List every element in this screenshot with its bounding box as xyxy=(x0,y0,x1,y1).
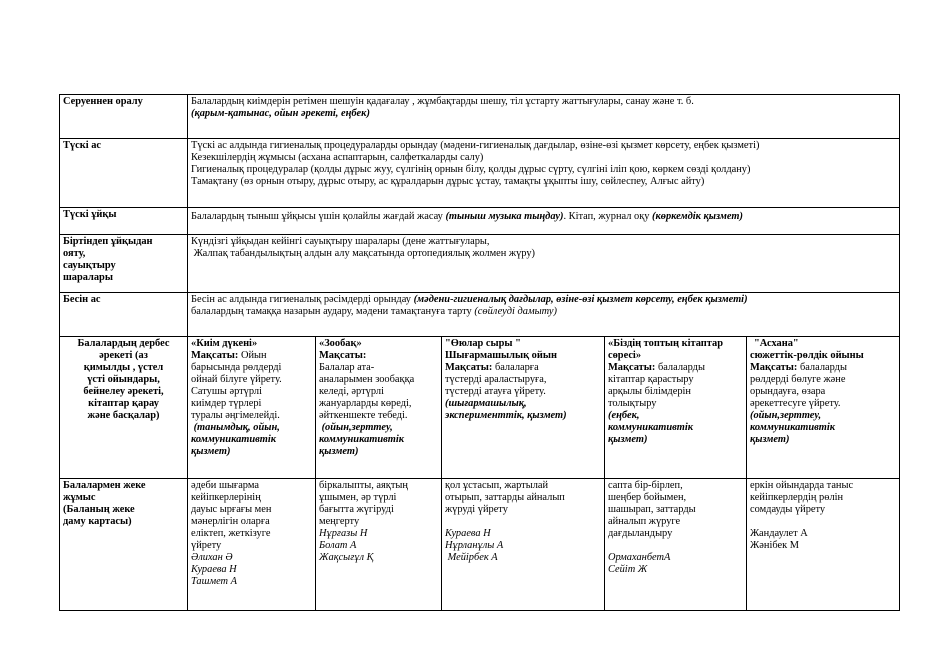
lunch-line: Кезекшілердің жұмысы (асхана аспаптарын, салфеткаларды салу) xyxy=(191,152,484,163)
individual-col-1 xyxy=(188,479,316,611)
wake-label-line: Біртіндеп ұйқыдан xyxy=(63,236,153,247)
child-name: Жандаулет А xyxy=(750,528,808,539)
activity-pattern-secret xyxy=(442,337,605,479)
individual-label-line: (Баланың жеке xyxy=(63,504,135,515)
individual-line: еліктеп, жеткізуге xyxy=(191,528,271,539)
activity-title: "Өюлар сыры " xyxy=(445,338,521,349)
individual-label-line: Балалармен жеке xyxy=(63,480,146,491)
snack-tag: (мәдени-гигиеналық дағдылар, өзіне-өзі қызмет көрсету, еңбек қызметі) xyxy=(413,294,748,305)
individual-line: үйрету xyxy=(191,540,222,551)
row-label-snack: Бесін ас xyxy=(60,293,188,337)
individual-line: отырып, заттарды айналып xyxy=(445,492,565,503)
activity-tag: (ойын,зерттеу, xyxy=(319,422,393,433)
goal-text: балаларға xyxy=(492,362,539,373)
child-name: ОрмаханбетА xyxy=(608,552,671,563)
goal-text: балаларды xyxy=(797,362,847,373)
child-name: Сейіт Ж xyxy=(608,564,648,575)
snack-line xyxy=(191,306,896,318)
row-label-independent-activity xyxy=(60,337,188,479)
individual-label-line: жұмыс xyxy=(63,492,96,503)
activity-canteen-game xyxy=(747,337,900,479)
child-name: Кураева Н xyxy=(191,564,237,575)
goal-line: түстерді атауға үйрету. xyxy=(445,386,546,397)
row-label-wake-up xyxy=(60,235,188,293)
row-nap xyxy=(60,208,900,235)
child-name: Нұрғазы Н xyxy=(319,528,368,539)
activity-title: Шығармашылық ойын xyxy=(445,350,557,361)
row-lunch xyxy=(60,139,900,208)
individual-line: еркін ойындарда таныс xyxy=(750,480,854,491)
wake-line: Жалпақ табандылықтың алдын алу мақсатында ортопедиялық жолмен жүру) xyxy=(191,248,536,259)
individual-line: біркалыпты, аяқтың xyxy=(319,480,408,491)
goal-line: киімдер түрлері xyxy=(191,398,262,409)
return-walk-content xyxy=(188,95,900,139)
goal-label: Мақсаты: xyxy=(319,350,367,361)
activity-title: «Киім дүкені» xyxy=(191,338,258,349)
activity-title: сюжеттік-рөлдік ойыны xyxy=(750,350,864,361)
goal-line: кітаптар қарастыру xyxy=(608,374,694,385)
goal-line: аналарымен зообаққа xyxy=(319,374,415,385)
goal-label: Мақсаты: xyxy=(445,362,493,373)
snack-content xyxy=(188,293,900,337)
individual-line: қол ұстасып, жартылай xyxy=(445,480,549,491)
goal-label: Мақсаты: xyxy=(608,362,656,373)
individual-line: ұшымен, әр түрлі xyxy=(319,492,397,503)
independent-label-line: және басқалар) xyxy=(87,410,160,421)
goal-line: әрекеттесуге үйрету. xyxy=(750,398,841,409)
child-name: Ташмет А xyxy=(191,576,237,587)
wake-label-line: шаралары xyxy=(63,272,113,283)
activity-title: "Асхана" xyxy=(754,338,799,349)
goal-line: келеді, әртүрлі xyxy=(319,386,384,397)
activity-tag: коммуникативтік xyxy=(750,422,836,433)
individual-line: бағытта жүгіруді xyxy=(319,504,394,515)
activity-title: «Зообақ» xyxy=(319,338,362,349)
individual-line: кейіпкерлердің рөлін xyxy=(750,492,844,503)
goal-label: Мақсаты: xyxy=(750,362,798,373)
independent-label-line: кітаптар қарау xyxy=(88,398,159,409)
snack-tag-speech: (сөйлеуді дамыту) xyxy=(474,306,557,317)
wake-label-line: ояту, xyxy=(63,248,86,259)
wake-content xyxy=(188,235,900,293)
nap-text-reading: . Кітап, журнал оқу xyxy=(563,211,653,222)
goal-line: туралы әңгімелейді. xyxy=(191,410,280,421)
lunch-line: Түскі ас алдында гигиеналық процедураларды орындау (мәдени-гигиеналық дағдылар, өзіне-өзі қызмет көрсету, еңбек қызметі) xyxy=(191,140,760,151)
individual-line xyxy=(608,540,743,552)
goal-line: Сатушы әртүрлі xyxy=(191,386,262,397)
daily-schedule-table xyxy=(59,94,900,611)
activity-tag: (танымдық, ойын, xyxy=(191,422,280,433)
row-snack xyxy=(60,293,900,337)
nap-text: Балалардың тыныш ұйқысы үшін қолайлы жағдай жасау xyxy=(191,211,446,222)
individual-line: дауыс ырғағы мен xyxy=(191,504,272,515)
nap-tag-music: (тыныш музыка тыңдау) xyxy=(445,211,564,222)
individual-line: айналып жүруге xyxy=(608,516,681,527)
wake-label-line: сауықтыру xyxy=(63,260,116,271)
row-independent-activity xyxy=(60,337,900,479)
individual-line: жүруді үйрету xyxy=(445,504,508,515)
individual-label-line: даму картасы) xyxy=(63,516,132,527)
individual-col-4 xyxy=(605,479,747,611)
individual-line xyxy=(445,516,601,528)
activity-tag: коммуникативтік xyxy=(191,434,277,445)
activity-tag: қызмет) xyxy=(608,434,648,445)
goal-line: рөлдерді бөлуге және xyxy=(750,374,846,385)
goal-line: түстерді араластыруға, xyxy=(445,374,547,385)
child-name: Кураева Н xyxy=(445,528,491,539)
goal-text: Ойын xyxy=(238,350,267,361)
goal-line: арқылы білімдерін xyxy=(608,386,691,397)
goal-text: балаларды xyxy=(655,362,705,373)
activity-tag: (ойын,зерттеу, xyxy=(750,410,822,421)
activity-title: «Біздің топтың кітаптар сөресі» xyxy=(608,338,723,361)
child-name: Нұрланұлы А xyxy=(445,540,504,551)
independent-label-line: қимылды , үстел xyxy=(83,362,164,373)
row-individual-work xyxy=(60,479,900,611)
individual-line: сапта бір-бірлеп, xyxy=(608,480,683,491)
goal-line: Балалар ата- xyxy=(319,362,375,373)
individual-line: сомдауды үйрету xyxy=(750,504,826,515)
activity-tag: қызмет) xyxy=(319,446,359,457)
activity-tag: коммуникативтік xyxy=(319,434,405,445)
individual-line: кейіпкерлерінің xyxy=(191,492,261,503)
lunch-line: Тамақтану (өз орнын отыру, дұрыс отыру, ас құралдарын дұрыс ұстау, тамақты ұқыпты ішу, сөйлеспеу, Алғыс айту) xyxy=(191,176,705,187)
child-name: Мейірбек А xyxy=(445,552,498,563)
lunch-line: Гигиеналық процедуралар (қолды дұрыс жуу, сүлгінің орнын білу, қолды дұрыс сүрту, сүлгіні іліп қою, көркем сөзді қолдану) xyxy=(191,164,751,175)
row-wake-up xyxy=(60,235,900,293)
activity-clothes-shop xyxy=(188,337,316,479)
child-name: Болат А xyxy=(319,540,357,551)
lunch-content xyxy=(188,139,900,208)
nap-content xyxy=(188,208,900,235)
wake-line: Күндізгі ұйқыдан кейінгі сауықтыру шаралары (дене жаттығулары, xyxy=(191,236,490,247)
return-walk-activity-tag: (қарым-қатынас, ойын әрекеті, еңбек) xyxy=(191,108,370,119)
return-walk-line: Балалардың киімдерін ретімен шешуін қадағалау , жұмбақтарды шешу, тіл ұстарту жаттығулары, санау және т. б. xyxy=(191,96,694,107)
independent-label-line: Балалардың дербес xyxy=(77,338,170,349)
independent-label-line: бейнелеу әрекеті, xyxy=(83,386,164,397)
activity-tag: (шығармашылық, xyxy=(445,398,527,409)
child-name: Әлихан Ә xyxy=(191,552,233,563)
individual-col-5 xyxy=(747,479,900,611)
row-return-walk xyxy=(60,95,900,139)
activity-tag: (еңбек, xyxy=(608,410,640,421)
independent-label-line: үсті ойындары, xyxy=(87,374,160,385)
goal-line: әйткеншекте тебеді. xyxy=(319,410,408,421)
activity-tag: коммуникативтік xyxy=(608,422,694,433)
child-name: Жақсығұл Қ xyxy=(319,552,374,563)
row-label-nap: Түскі ұйқы xyxy=(60,208,188,235)
activity-tag: қызмет) xyxy=(191,446,231,457)
goal-line: жануарларды көреді, xyxy=(319,398,412,409)
goal-line: ойнай білуге үйрету. xyxy=(191,374,282,385)
individual-line xyxy=(750,516,896,528)
goal-line: орындауға, өзара xyxy=(750,386,826,397)
child-name: Жәнібек М xyxy=(750,540,800,551)
activity-tag: қызмет) xyxy=(750,434,790,445)
snack-line xyxy=(191,294,896,306)
row-label-individual-work xyxy=(60,479,188,611)
snack-text: балалардың тамаққа назарын аудару, мәдени тамақтануға тарту xyxy=(191,306,475,317)
independent-label-line: әрекеті (аз xyxy=(99,350,148,361)
activity-bookshelf xyxy=(605,337,747,479)
individual-line: әдеби шығарма xyxy=(191,480,259,491)
individual-line: шеңбер бойымен, xyxy=(608,492,687,503)
row-label-return-walk: Серуеннен оралу xyxy=(60,95,188,139)
nap-tag-art: (көркемдік қызмет) xyxy=(652,211,743,222)
goal-label: Мақсаты: xyxy=(191,350,239,361)
individual-line: шашырап, заттарды xyxy=(608,504,696,515)
row-label-lunch: Түскі ас xyxy=(60,139,188,208)
activity-zoo xyxy=(316,337,442,479)
snack-text: Бесін ас алдында гигиеналық рәсімдерді орындау xyxy=(191,294,414,305)
goal-line: барысында рөлдерді xyxy=(191,362,282,373)
individual-col-2 xyxy=(316,479,442,611)
individual-line: дағдыландыру xyxy=(608,528,673,539)
individual-line: меңгерту xyxy=(319,516,360,527)
individual-col-3 xyxy=(442,479,605,611)
activity-tag: эксперименттік, қызмет) xyxy=(445,410,567,421)
individual-line: мәнерлігін оларға xyxy=(191,516,270,527)
goal-line: толықтыру xyxy=(608,398,657,409)
